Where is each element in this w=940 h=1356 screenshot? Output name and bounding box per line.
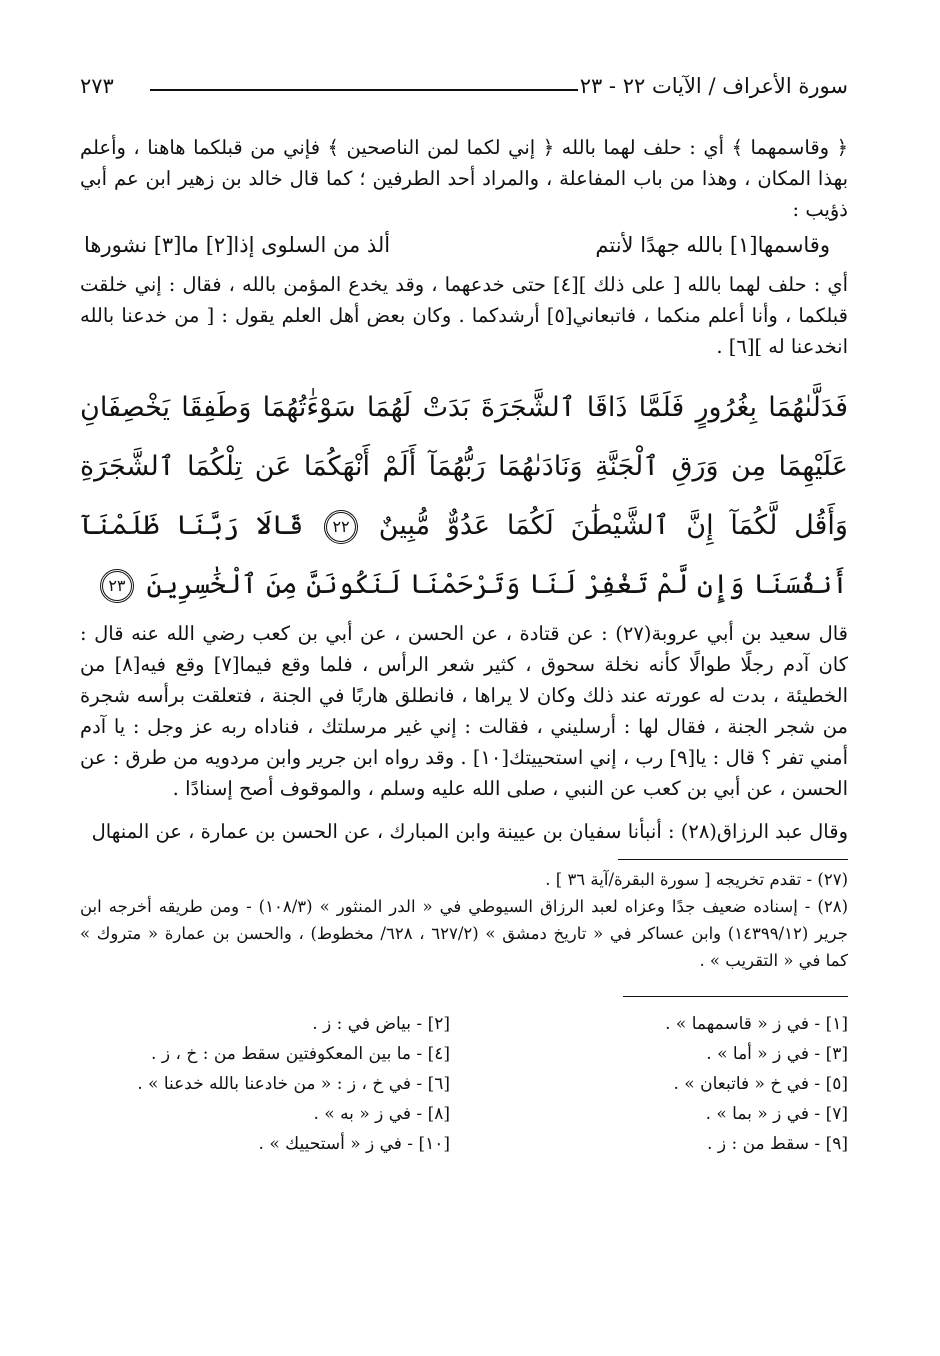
page-number: ٢٧٣	[80, 74, 114, 98]
footnote-28: (٢٨) - إسناده ضعيف جدًا وعزاه لعبد الرزاق السيوطي في « الدر المنثور » (١٠٨/٣) - ومن طريقه أخرجه ابن جرير (١٤٣٩٩/١٢) وابن عساكر في « تاريخ دمشق » (٦٢٧/٢ ، ٦٢٨/ مخطوط) ، والحسن بن عمارة « متروك » كما في « التقريب » .	[80, 897, 849, 970]
book-page	[80, 60, 848, 1320]
variant-note: [٨] - في ز « به » .	[313, 1104, 450, 1124]
variant-note: [١] - في ز « قاسمهما » .	[665, 1014, 848, 1034]
variant-note: [٩] - سقط من : ز .	[707, 1134, 848, 1154]
variants-separator	[623, 996, 848, 997]
ayah-number-22: ٢٢	[324, 510, 358, 544]
variant-note: [١٠] - في ز « أستحييك » .	[258, 1134, 450, 1154]
poem-verse	[84, 227, 830, 263]
variant-note: [٦] - في خ ، ز : « من خادعنا بالله خدعنا » .	[137, 1074, 450, 1094]
running-header	[80, 60, 848, 110]
variants-column-right	[478, 1009, 848, 1159]
footnote-27: (٢٧) - تقدم تخريجه [ سورة البقرة/آية ٣٦ ] .	[545, 870, 848, 889]
poem-hemistich-right: وقاسمها[١] بالله جهدًا لأنتم	[595, 233, 830, 257]
variants-column-left	[80, 1009, 450, 1159]
variant-note: [٣] - في ز « أما » .	[706, 1044, 848, 1064]
verse-22-text: فَدَلَّىٰهُمَا بِغُرُورٍ فَلَمَّا ذَاقَا ٱلشَّجَرَةَ بَدَتْ لَهُمَا سَوْءَٰتُهُمَا وَطَفِقَا يَخْصِفَانِ عَلَيْهِمَا مِن وَرَقِ ٱلْجَنَّةِ وَنَادَىٰهُمَا رَبُّهُمَآ أَلَمْ أَنْهَكُمَا عَن تِلْكُمَا ٱلشَّجَرَةِ وَأَقُل لَّكُمَآ إِنَّ ٱلشَّيْطَٰنَ لَكُمَا عَدُوٌّ مُّبِينٌ	[80, 392, 848, 541]
variant-note: [٤] - ما بين المعكوفتين سقط من : خ ، ز .	[151, 1044, 450, 1064]
paragraph-3: قال سعيد بن أبي عروبة(٢٧) : عن قتادة ، عن الحسن ، عن أبي بن كعب رضي الله عنه قال : كان آدم رجلًا طوالًا كأنه نخلة سحوق ، كثير شعر الرأس ، فلما وقع فيما[٧] وقع فيه[٨] من الخطيئة ، بدت له عورته عند ذلك وكان لا يراها ، فانطلق هاربًا في الجنة ، فتعلقت برأسه شجرة من شجر الجنة ، فقال لها : أرسليني ، فقالت : إني غير مرسلتك ، فناداه ربه عز وجل : يا آدم أمني تفر ؟ قال : يا[٩] رب ، إني استحييتك[١٠] . وقد رواه ابن جرير وابن مردويه من طرق : عن الحسن ، عن أبي بن كعب عن النبي ، صلى الله عليه وسلم ، والموقوف أصح إسنادًا .	[80, 622, 849, 800]
surah-title: سورة الأعراف / الآيات ٢٢ - ٢٣	[579, 74, 848, 98]
manuscript-variants	[80, 1009, 848, 1159]
ayah-number-23: ٢٣	[100, 569, 134, 603]
poem-hemistich-left: ألذ من السلوى إذا[٢] ما[٣] نشورها	[84, 233, 391, 257]
header-rule	[150, 89, 578, 91]
paragraph-2: أي : حلف لهما بالله [ على ذلك ][٤] حتى خدعهما ، وقد يخدع المؤمن بالله ، فقال : إني خلقت قبلكما ، وأنا أعلم منكما ، فاتبعاني[٥] أرشدكما . وكان بعض أهل العلم يقول : [ من خدعنا بالله انخدعنا له ][٦] .	[80, 273, 849, 358]
footnote-separator	[618, 859, 848, 860]
paragraph-1: ﴿ وقاسمهما ﴾ أي : حلف لهما بالله ﴿ إني لكما لمن الناصحين ﴾ فإني من قبلكما هاهنا ، وأعلم بهذا المكان ، وهذا من باب المفاعلة ، والمراد أحد الطرفين ؛ كما قال خالد بن زهير ابن عم أبي ذؤيب :	[80, 136, 848, 221]
variant-note: [٧] - في ز « بما » .	[705, 1104, 848, 1124]
verse-23-text: قَالَا رَبَّنَا ظَلَمْنَآ أَنفُسَنَا وَإِن لَّمْ تَغْفِرْ لَنَا وَتَرْحَمْنَا لَنَكُونَنَّ مِنَ ٱلْخَٰسِرِينَ	[80, 510, 848, 600]
paragraph-4: وقال عبد الرزاق(٢٨) : أنبأنا سفيان بن عيينة وابن المبارك ، عن الحسن بن عمارة ، عن المنهال	[91, 820, 848, 843]
variant-note: [٢] - بياض في : ز .	[312, 1014, 450, 1034]
variant-note: [٥] - في خ « فاتبعان » .	[673, 1074, 848, 1094]
quran-verses	[80, 378, 848, 614]
